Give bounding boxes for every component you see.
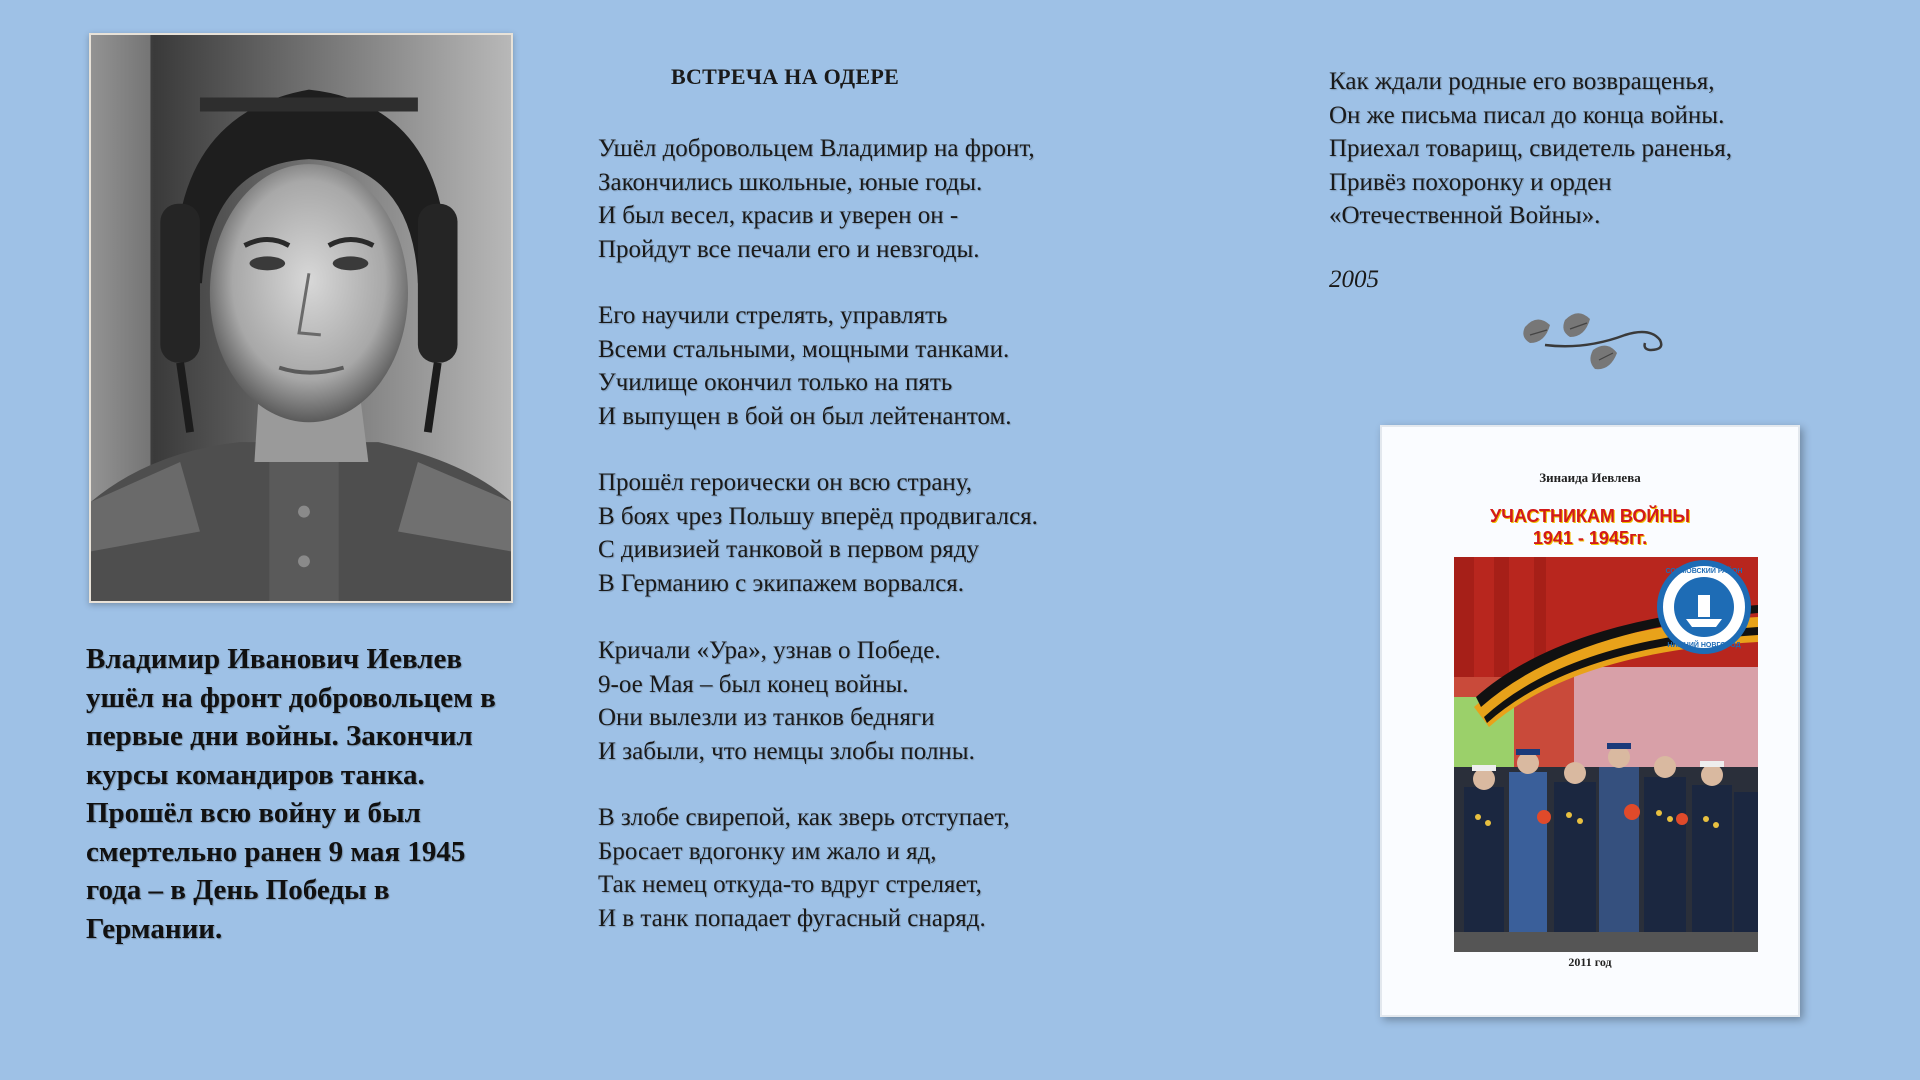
book-title-line: УЧАСТНИКАМ ВОЙНЫ [1490, 506, 1690, 526]
soldier-portrait-photo [89, 33, 513, 603]
biography-text [86, 640, 556, 948]
bio-line: ушёл на фронт добровольцем в [86, 681, 496, 714]
poem-line: Он же письма писал до конца войны. [1329, 101, 1725, 129]
book-author: Зинаида Иевлева [1539, 470, 1641, 485]
poem-line: В злобе свирепой, как зверь отступает, [598, 804, 1010, 831]
poem-line: Приехал товарищ, свидетель раненья, [1329, 135, 1733, 162]
veterans-photo-icon [1454, 557, 1758, 952]
book-title-line: 1941 - 1945гг. [1532, 528, 1648, 548]
portrait-icon [91, 35, 511, 601]
poem-line: Они вылезли из танков бедняги [598, 704, 935, 731]
poem-line: И в танк попадает фугасный снаряд. [598, 904, 986, 932]
book-year: 2011 год [1568, 955, 1612, 969]
poem-line: Его научили стрелять, управлять [598, 302, 948, 329]
poem-line: И был весел, красив и уверен он - [598, 202, 959, 229]
poem-title: ВСТРЕЧА НА ОДЕРЕ [671, 64, 900, 89]
bio-line: курсы командиров танка. [86, 758, 425, 791]
emblem-text-bottom: НИЖНИЙ НОВГОРОД [1667, 642, 1741, 649]
poem-year: 2005 [1329, 266, 1379, 293]
poem-line: Закончились школьные, юные годы. [598, 168, 983, 196]
bio-line: Германии. [86, 912, 223, 945]
poem-stanza-3 [598, 466, 1118, 600]
poem-line: И выпущен в бой он был лейтенантом. [598, 402, 1012, 430]
poem-line: С дивизией танковой в первом ряду [598, 536, 980, 563]
poem-line: В Германию с экипажем ворвался. [598, 569, 965, 597]
veterans-parade-photo [1454, 557, 1758, 952]
poem-line: Как ждали родные его возвращенья, [1329, 68, 1715, 95]
poem-line: В боях чрез Польшу вперёд продвигался. [598, 502, 1038, 530]
bio-line: Владимир Иванович Иевлев [86, 643, 463, 675]
bio-line: первые дни войны. Закончил [86, 720, 473, 752]
poem-line: Ушёл добровольцем Владимир на фронт, [598, 135, 1035, 162]
book-title [1382, 505, 1798, 549]
emblem-text-top: СОРМОВСКИЙ РАЙОН [1665, 568, 1743, 575]
poem-line: 9-ое Мая – был конец войны. [598, 670, 909, 698]
poem-line: Привёз похоронку и орден [1329, 168, 1612, 196]
poem-line: Прошёл героически он всю страну, [598, 469, 973, 496]
poem-stanza-1 [598, 132, 1118, 266]
poem-line: Училище окончил только на пять [598, 369, 953, 396]
bio-line: года – в День Победы в [86, 874, 390, 906]
leaf-ornament-icon [1515, 305, 1665, 375]
poem-line: Кричали «Ура», узнав о Победе. [598, 637, 941, 664]
poem-line: Бросает вдогонку им жало и яд, [598, 837, 937, 865]
poem-stanza-5 [598, 801, 1118, 935]
book-cover [1380, 425, 1800, 1017]
bio-line: Прошёл всю войну и был [86, 797, 421, 829]
bio-line: смертельно ранен 9 мая 1945 [86, 835, 466, 868]
poem-line: Пройдут все печали его и невзгоды. [598, 235, 980, 263]
poem-line: И забыли, что немцы злобы полны. [598, 737, 975, 765]
poem-line: Так немец откуда-то вдруг стреляет, [598, 871, 982, 898]
poem-stanza-4 [598, 634, 1118, 768]
poem-stanza-2 [598, 299, 1118, 433]
poem-stanza-6 [1329, 65, 1889, 233]
poem-line: Всеми стальными, мощными танками. [598, 335, 1010, 363]
poem-line: «Отечественной Войны». [1329, 202, 1601, 229]
